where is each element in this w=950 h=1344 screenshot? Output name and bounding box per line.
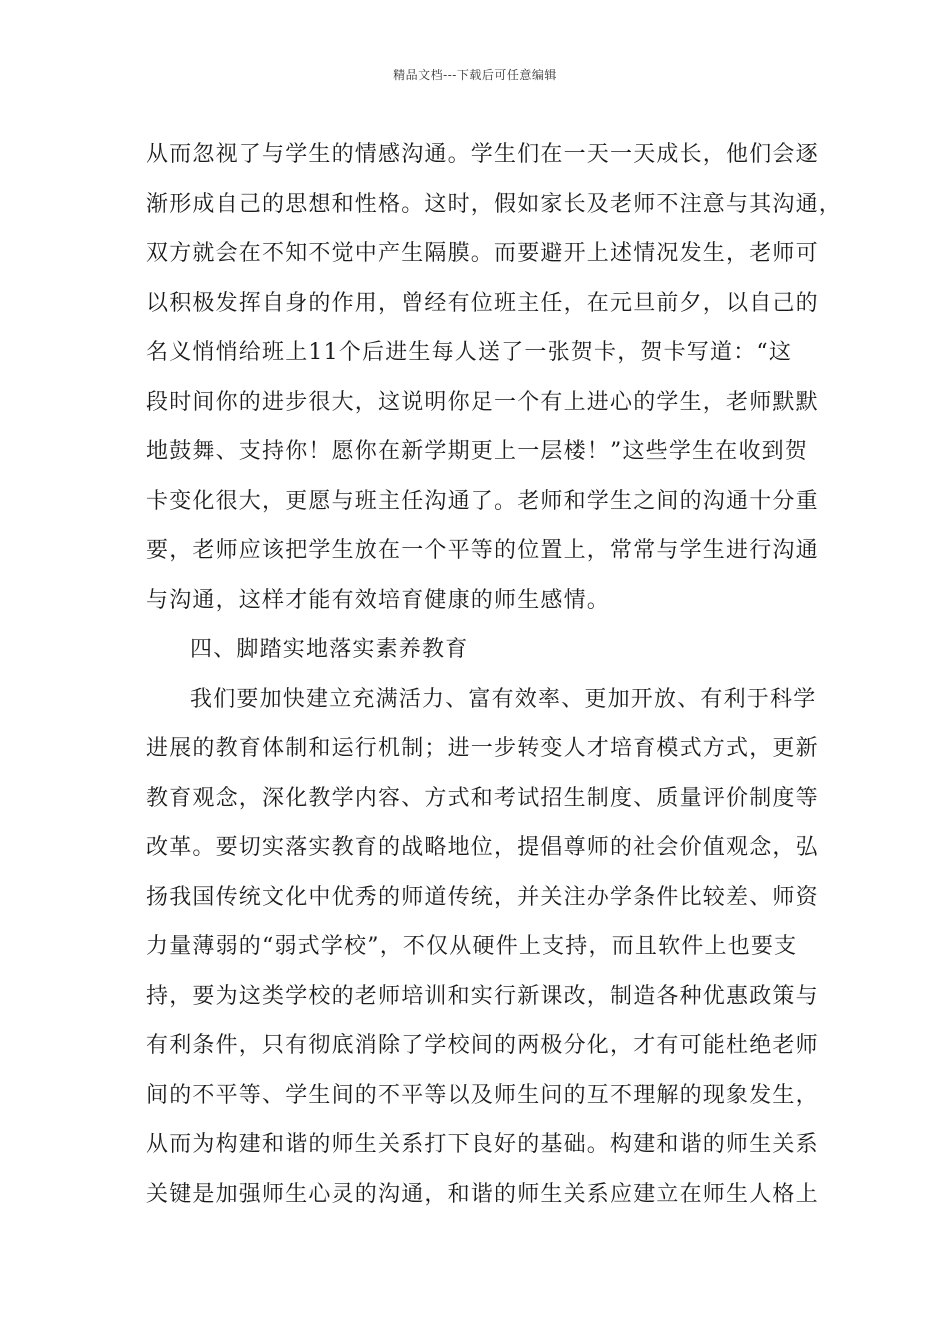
text-line: 教育观念，深化教学内容、方式和考试招生制度、质量评价制度等 xyxy=(146,785,819,811)
text-line: 从而为构建和谐的师生关系打下良好的基础。构建和谐的师生关系 xyxy=(146,1132,819,1157)
text-line: 以积极发挥自身的作用，曾经有位班主任，在元旦前夕，以自己的 xyxy=(146,290,819,316)
text-line: 名义悄悄给班上11个后进生每人送了一张贺卡，贺卡写道：“这 xyxy=(146,340,793,365)
text-line: 地鼓舞、支持你！愿你在新学期更上一层楼！”这些学生在收到贺 xyxy=(146,439,809,464)
text-line: 要，老师应该把学生放在一个平等的位置上，常常与学生进行沟通 xyxy=(146,538,819,563)
text-line: 与沟通，这样才能有效培育健康的师生感情。 xyxy=(146,587,611,613)
text-line: 进展的教育体制和运行机制；进一步转变人才培育模式方式，更新 xyxy=(146,736,819,761)
paragraph-first-line: 我们要加快建立充满活力、富有效率、更加开放、有利于科学 xyxy=(190,686,817,712)
text-line: 持，要为这类学校的老师培训和实行新课改，制造各种优惠政策与 xyxy=(146,983,819,1009)
text-line: 渐形成自己的思想和性格。这时，假如家长及老师不注意与其沟通， xyxy=(146,191,843,217)
text-line: 有利条件，只有彻底消除了学校间的两极分化，才有可能杜绝老师 xyxy=(146,1033,819,1058)
text-line: 段时间你的进步很大，这说明你足一个有上进心的学生，老师默默 xyxy=(146,389,819,415)
document-body xyxy=(146,130,843,1219)
text-line: 改革。要切实落实教育的战略地位，提倡尊师的社会价值观念，弘 xyxy=(146,835,819,860)
text-line: 卡变化很大，更愿与班主任沟通了。老师和学生之间的沟通十分重 xyxy=(146,488,819,514)
section-heading: 四、脚踏实地落实素养教育 xyxy=(190,637,469,662)
text-line: 力量薄弱的“弱式学校”，不仅从硬件上支持，而且软件上也要支 xyxy=(146,934,798,959)
text-line: 关键是加强师生心灵的沟通，和谐的师生关系应建立在师生人格上 xyxy=(146,1181,819,1207)
text-line: 扬我国传统文化中优秀的师道传统，并关注办学条件比较差、师资 xyxy=(146,884,819,910)
text-line: 间的不平等、学生间的不平等以及师生问的互不理解的现象发生， xyxy=(146,1082,819,1108)
text-line: 双方就会在不知不觉中产生隔膜。而要避开上述情况发生，老师可 xyxy=(146,241,819,266)
text-line: 从而忽视了与学生的情感沟通。学生们在一天一天成长，他们会逐 xyxy=(146,142,819,167)
page-header: 精品文档---下载后可任意编辑 xyxy=(393,68,557,82)
